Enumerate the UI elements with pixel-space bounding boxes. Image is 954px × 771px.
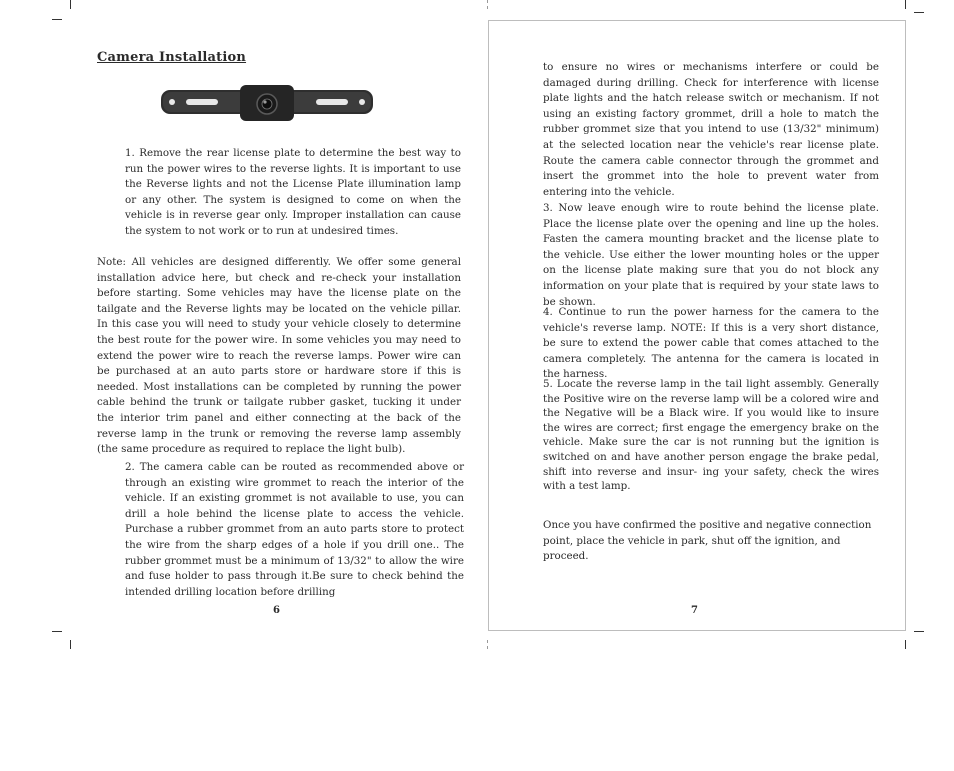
crop-mark <box>914 12 924 13</box>
step-1-paragraph: 1. Remove the rear license plate to determine the best way to run the power wires to the reverse lights. It is important to use the Reverse lights and not the License Plate illumination lamp or any other. The system is designed to come on when the vehicle is in reverse gear only. Improper installation can cause the system to not work or to run at undesired times. <box>125 147 461 237</box>
crop-mark <box>905 640 906 649</box>
page-number-left: 6 <box>273 605 280 616</box>
step-3-paragraph: 3. Now leave enough wire to route behind the license plate. Place the license plate over the opening and line up the holes. Fasten the camera mounting bracket and the license plate to the vehicle. Use either the lower mounting holes or the upper on the license plate making sure that you do not block any information on your plate that is required by your state laws to be shown. <box>543 202 879 308</box>
crop-mark <box>52 631 62 632</box>
step-5-paragraph: 5. Locate the reverse lamp in the tail light assembly. Generally the Positive wire on the reverse lamp will be a colored wire and the Negative will be a Black wire. If you would like to insure the wires are correct; first engage the emergency brake on the vehicle. Make sure the car is not running but the ignition is switched on and have another person engage the brake pedal, shift into reverse and insur- ing your safety, check the wires with a test lamp. <box>543 378 879 493</box>
license-plate-camera-image <box>160 82 374 126</box>
crop-mark <box>70 640 71 649</box>
crop-mark <box>52 19 62 20</box>
note-paragraph: Note: All vehicles are designed differently. We offer some general installation advice here, but check and re-check your installation before starting. Some vehicles may have the license plate on the tailgate and the Reverse lights may be located on the vehicle pillar. In this case you will need to study your vehicle closely to determine the best route for the power wire. In some vehicles you may need to extend the power wire to reach the reverse lamps. Power wire can be purchased at an auto parts store or hardware store if this is needed. Most installations can be completed by running the power cable behind the trunk or tailgate rubber gasket, tucking it under the interior trim panel and either connecting at the back of the reverse lamp in the trunk or removing the reverse lamp assembly (the same procedure as required to replace the light bulb). <box>97 256 461 456</box>
crop-mark <box>914 631 924 632</box>
final-paragraph: Once you have confirmed the positive and negative connection point, place the vehicle in park, shut off the ignition, and proceed. <box>543 519 872 563</box>
page-number-right: 7 <box>691 605 698 616</box>
page-title: Camera Installation <box>97 50 247 65</box>
step-4-paragraph: 4. Continue to run the power harness for the camera to the vehicle's reverse lamp. NOTE: If this is a very short distance, be sure to extend the power cable that comes attached to the camera completely. The antenna for the camera is located in the harness. <box>543 306 879 381</box>
fold-mark <box>487 0 489 9</box>
fold-mark <box>487 640 489 649</box>
continuation-paragraph: to ensure no wires or mechanisms interfere or could be damaged during drilling. Check for interference with license plate lights and the hatch release switch or mechanism. If not using an existing factory grommet, drill a hole to match the rubber grommet size that you intend to use (13/32" minimum) at the selected location near the vehicle's rear license plate. Route the camera cable connector through the grommet and insert the grommet into the hole to prevent water from entering into the vehicle. <box>543 61 879 198</box>
crop-mark <box>70 0 71 9</box>
step-2-paragraph: 2. The camera cable can be routed as recommended above or through an existing wire grommet to reach the interior of the vehicle. If an existing grommet is not available to use, you can drill a hole behind the license plate to access the vehicle. Purchase a rubber grommet from an auto parts store to protect the wire from the sharp edges of a hole if you drill one.. The rubber grommet must be a minimum of 13/32" to allow the wire and fuse holder to pass through it.Be sure to check behind the intended drilling location before drilling <box>125 461 464 598</box>
crop-mark <box>905 0 906 9</box>
